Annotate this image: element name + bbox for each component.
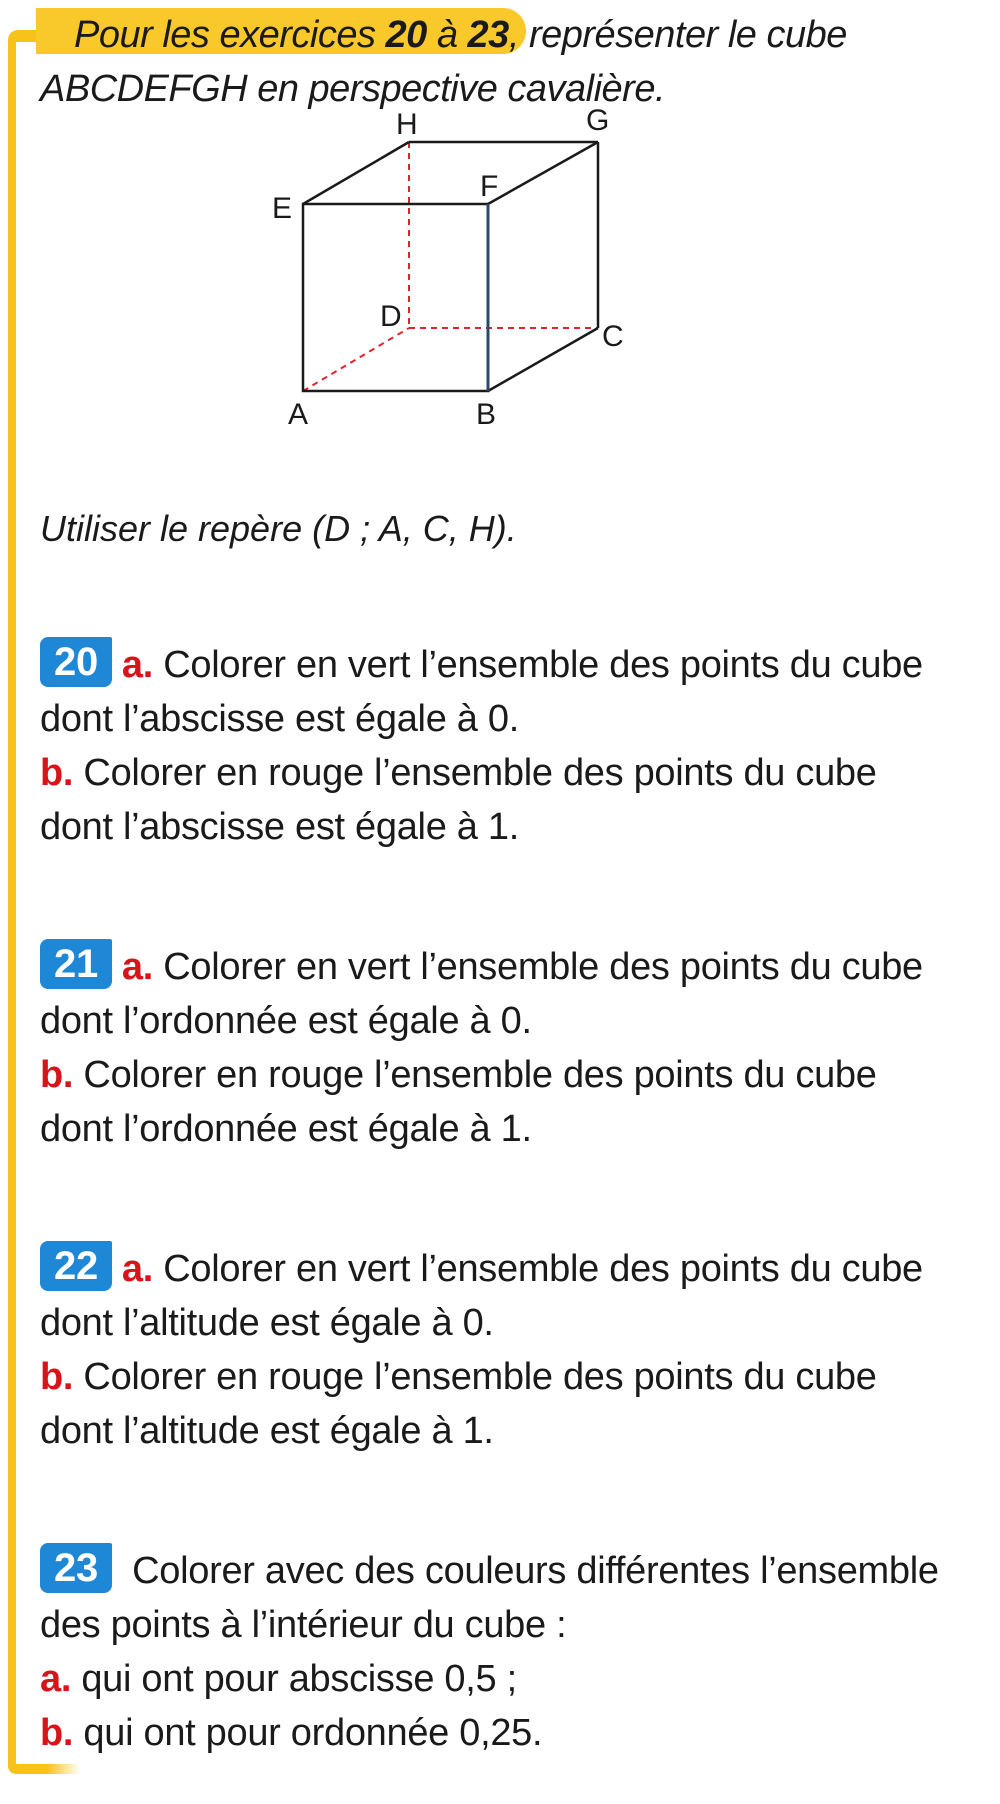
vertex-label-a: A — [288, 398, 309, 431]
vertex-label-h: H — [396, 108, 418, 141]
part-b-marker: b. — [40, 752, 74, 794]
exercise-20 — [40, 638, 990, 854]
part-b-line2: dont l’altitude est égale à 1. — [40, 1410, 494, 1452]
intro-from: 20 — [385, 14, 427, 56]
vertex-label-f: F — [480, 170, 499, 203]
part-b-line2: dont l’abscisse est égale à 1. — [40, 806, 519, 848]
part-a-marker: a. — [40, 1658, 72, 1700]
part-b-marker: b. — [40, 1712, 74, 1754]
intro-line2: ABCDEFGH en perspective cavalière. — [40, 68, 666, 110]
part-a-marker: a. — [121, 644, 153, 686]
part-b-text: qui ont pour ordonnée 0,25. — [73, 1712, 543, 1754]
vertex-label-g: G — [586, 104, 610, 137]
part-a-marker: a. — [121, 946, 153, 988]
part-a-line2: dont l’ordonnée est égale à 0. — [40, 1000, 532, 1042]
part-b-marker: b. — [40, 1054, 74, 1096]
vertex-label-d: D — [380, 300, 402, 333]
edge-ad — [303, 328, 409, 391]
part-b-marker: b. — [40, 1356, 74, 1398]
exercise-line1: Colorer avec des couleurs différentes l’ensemble — [121, 1550, 939, 1592]
part-a-line2: dont l’altitude est égale à 0. — [40, 1302, 494, 1344]
edge-bc — [488, 328, 598, 391]
visible-edges — [303, 142, 598, 391]
vertex-label-b: B — [476, 398, 497, 431]
part-b-line1: Colorer en rouge l’ensemble des points du cube — [73, 752, 877, 794]
part-a-line1: Colorer en vert l’ensemble des points du cube — [153, 644, 923, 686]
exercise-number-badge: 22 — [40, 1241, 112, 1291]
vertex-label-c: C — [602, 320, 624, 353]
intro-suffix: , représenter le cube — [508, 14, 847, 56]
repere-instruction: Utiliser le repère (D ; A, C, H). — [40, 508, 517, 549]
face-abfe — [303, 204, 488, 391]
frame-bottom-border — [8, 1764, 80, 1774]
part-a-line1: Colorer en vert l’ensemble des points du cube — [153, 946, 923, 988]
exercise-21 — [40, 940, 990, 1156]
intro-to: 23 — [467, 14, 509, 56]
cube-diagram — [272, 104, 736, 493]
vertex-label-e: E — [272, 192, 293, 225]
cube-figure — [272, 104, 736, 493]
edge-eh — [303, 142, 409, 204]
part-b-line2: dont l’ordonnée est égale à 1. — [40, 1108, 532, 1150]
exercise-line2: des points à l’intérieur du cube : — [40, 1604, 567, 1646]
intro-prefix: Pour les exercices — [74, 14, 386, 56]
exercise-23 — [40, 1544, 990, 1760]
part-b-line1: Colorer en rouge l’ensemble des points du cube — [73, 1356, 877, 1398]
part-a-line2: dont l’abscisse est égale à 0. — [40, 698, 519, 740]
exercise-number-badge: 20 — [40, 637, 112, 687]
intro-text — [40, 8, 980, 116]
part-a-text: qui ont pour abscisse 0,5 ; — [71, 1658, 517, 1700]
part-b-line1: Colorer en rouge l’ensemble des points du cube — [73, 1054, 877, 1096]
intro-mid: à — [426, 14, 468, 56]
part-a-line1: Colorer en vert l’ensemble des points du cube — [153, 1248, 923, 1290]
exercise-number-badge: 21 — [40, 939, 112, 989]
exercise-number-badge: 23 — [40, 1543, 112, 1593]
exercise-22 — [40, 1242, 990, 1458]
frame-left-border — [8, 34, 16, 1774]
part-a-marker: a. — [121, 1248, 153, 1290]
edge-fg — [488, 142, 598, 204]
